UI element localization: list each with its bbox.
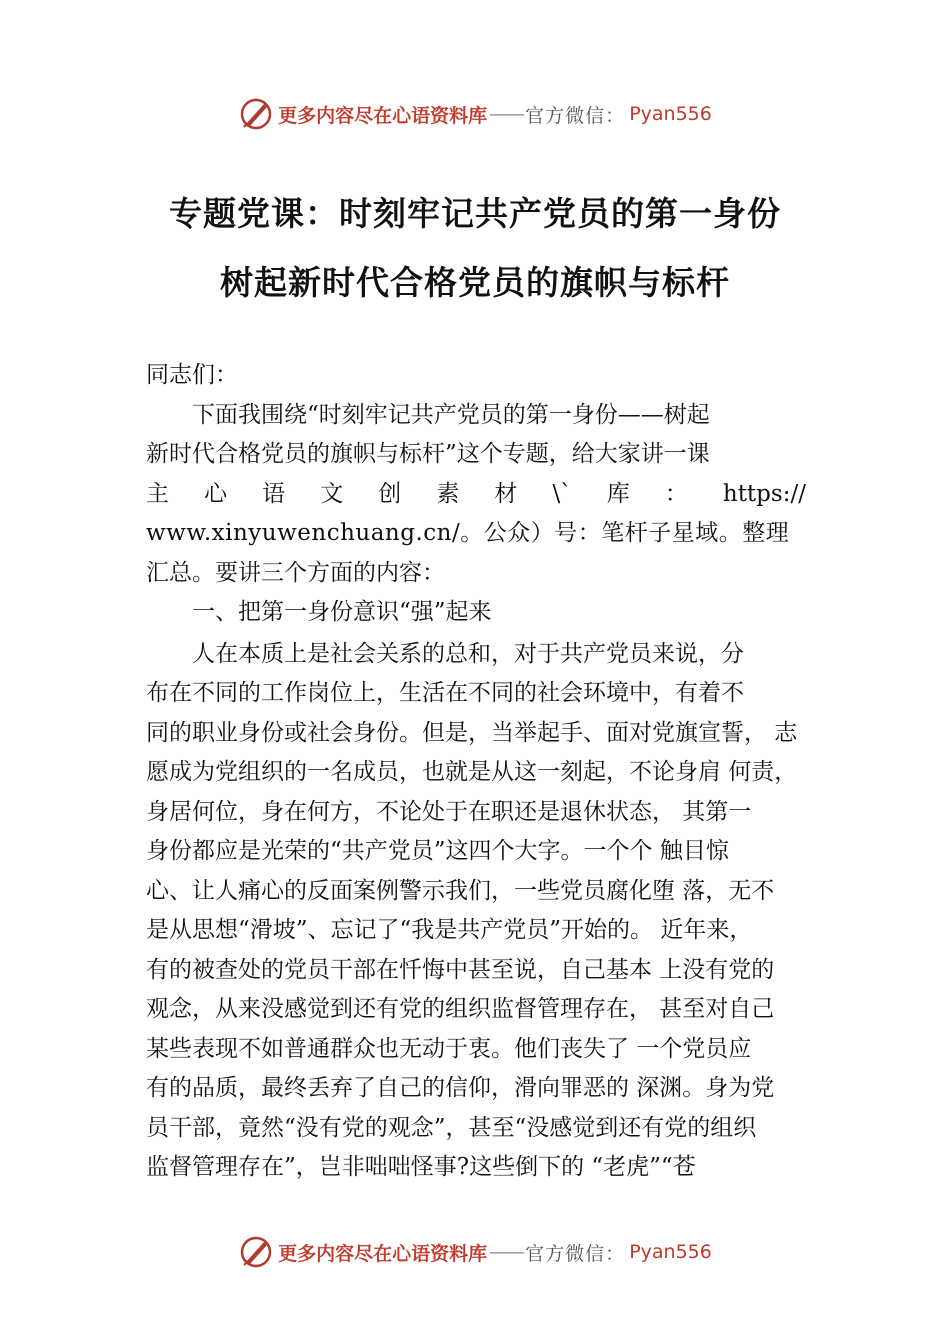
greeting: 同志们： <box>146 362 238 388</box>
spaced-char: 库 <box>606 480 630 507</box>
spaced-char: 创 <box>378 480 402 507</box>
paragraph-line: 有的品质，最终丢弃了自己的信仰，滑向罪恶的 深渊。身为党 <box>146 1075 775 1101</box>
paragraph-line: 观念，从来没感觉到还有党的组织监督管理存在， 甚至对自己 <box>146 996 775 1022</box>
paragraph-line: 身份都应是光荣的“共产党员”这四个大字。一个个 触目惊 <box>146 838 729 864</box>
paragraph-line: 布在不同的工作岗位上，生活在不同的社会环境中，有着不 <box>146 680 744 706</box>
banner-dash: —— <box>489 103 524 125</box>
banner-main-text: 更多内容尽在心语资料库 <box>278 1242 488 1265</box>
paragraph-line: 身居何位，身在何方，不论处于在职还是退休状态， 其第一 <box>146 798 752 825</box>
spaced-char: 材 <box>494 480 518 507</box>
spaced-char: \` <box>552 480 572 507</box>
paragraph-line: 某些表现不如普通群众也无动于衷。他们丧失了 一个党员应 <box>146 1035 752 1062</box>
banner-wechat-label: 官方微信： <box>525 1242 626 1265</box>
document-body <box>146 356 836 1188</box>
spaced-char: https:// <box>722 480 806 507</box>
body-line: 汇总。要讲三个方面的内容： <box>146 559 445 586</box>
section-heading: 一、把第一身份意识“强”起来 <box>146 599 492 625</box>
paragraph-line: 监督管理存在”，岂非咄咄怪事?这些倒下的 “老虎”“苍 <box>146 1154 696 1180</box>
spaced-char: 素 <box>436 480 460 507</box>
paragraph-line: 是从思想“滑坡”、忘记了“我是共产党员”开始的。 近年来， <box>146 917 753 943</box>
paragraph-line: 同的职业身份或社会身份。但是，当举起手、面对党旗宣誓， 志 <box>146 719 798 746</box>
body-line: 下面我围绕“时刻牢记共产党员的第一身份——树起 <box>146 401 710 428</box>
paragraph-line: 心、让人痛心的反面案例警示我们，一些党员腐化堕 落，无不 <box>146 877 775 904</box>
paragraph-line: 愿成为党组织的一名成员，也就是从这一刻起，不论身肩 何责， <box>146 759 798 785</box>
quill-logo-icon <box>238 96 274 132</box>
banner-dash: —— <box>489 1241 524 1263</box>
quill-logo-icon <box>238 1234 274 1270</box>
spaced-line <box>146 475 806 515</box>
url-line: www.xinyuwenchuang.cn/。公众）号：笔杆子星域。整理 <box>146 520 790 546</box>
paragraph-line: 有的被查处的党员干部在忏悔中甚至说，自己基本 上没有党的 <box>146 956 775 983</box>
paragraph-line: 员干部，竟然“没有党的观念”，甚至“没感觉到还有党的组织 <box>146 1114 757 1141</box>
banner-wechat-label: 官方微信： <box>525 104 626 127</box>
banner-main-text: 更多内容尽在心语资料库 <box>278 104 488 127</box>
paragraph-line: 人在本质上是社会关系的总和，对于共产党员来说，分 <box>146 640 744 667</box>
document-title-line-2: 树起新时代合格党员的旗帜与标杆 <box>220 263 730 302</box>
spaced-char: 主 <box>146 480 169 507</box>
footer-watermark-banner <box>0 1232 950 1272</box>
body-line: 新时代合格党员的旗帜与标杆”这个专题，给大家讲一课 <box>146 441 710 467</box>
spaced-char: 文 <box>320 480 344 507</box>
banner-wechat-id: Pyan556 <box>629 1241 712 1263</box>
spaced-char: 心 <box>204 480 228 507</box>
spaced-char: ： <box>664 480 688 507</box>
banner-wechat-id: Pyan556 <box>629 103 712 125</box>
header-watermark-banner <box>0 94 950 134</box>
document-title-line-1: 专题党课：时刻牢记共产党员的第一身份 <box>169 194 781 233</box>
spaced-char: 语 <box>262 480 286 507</box>
